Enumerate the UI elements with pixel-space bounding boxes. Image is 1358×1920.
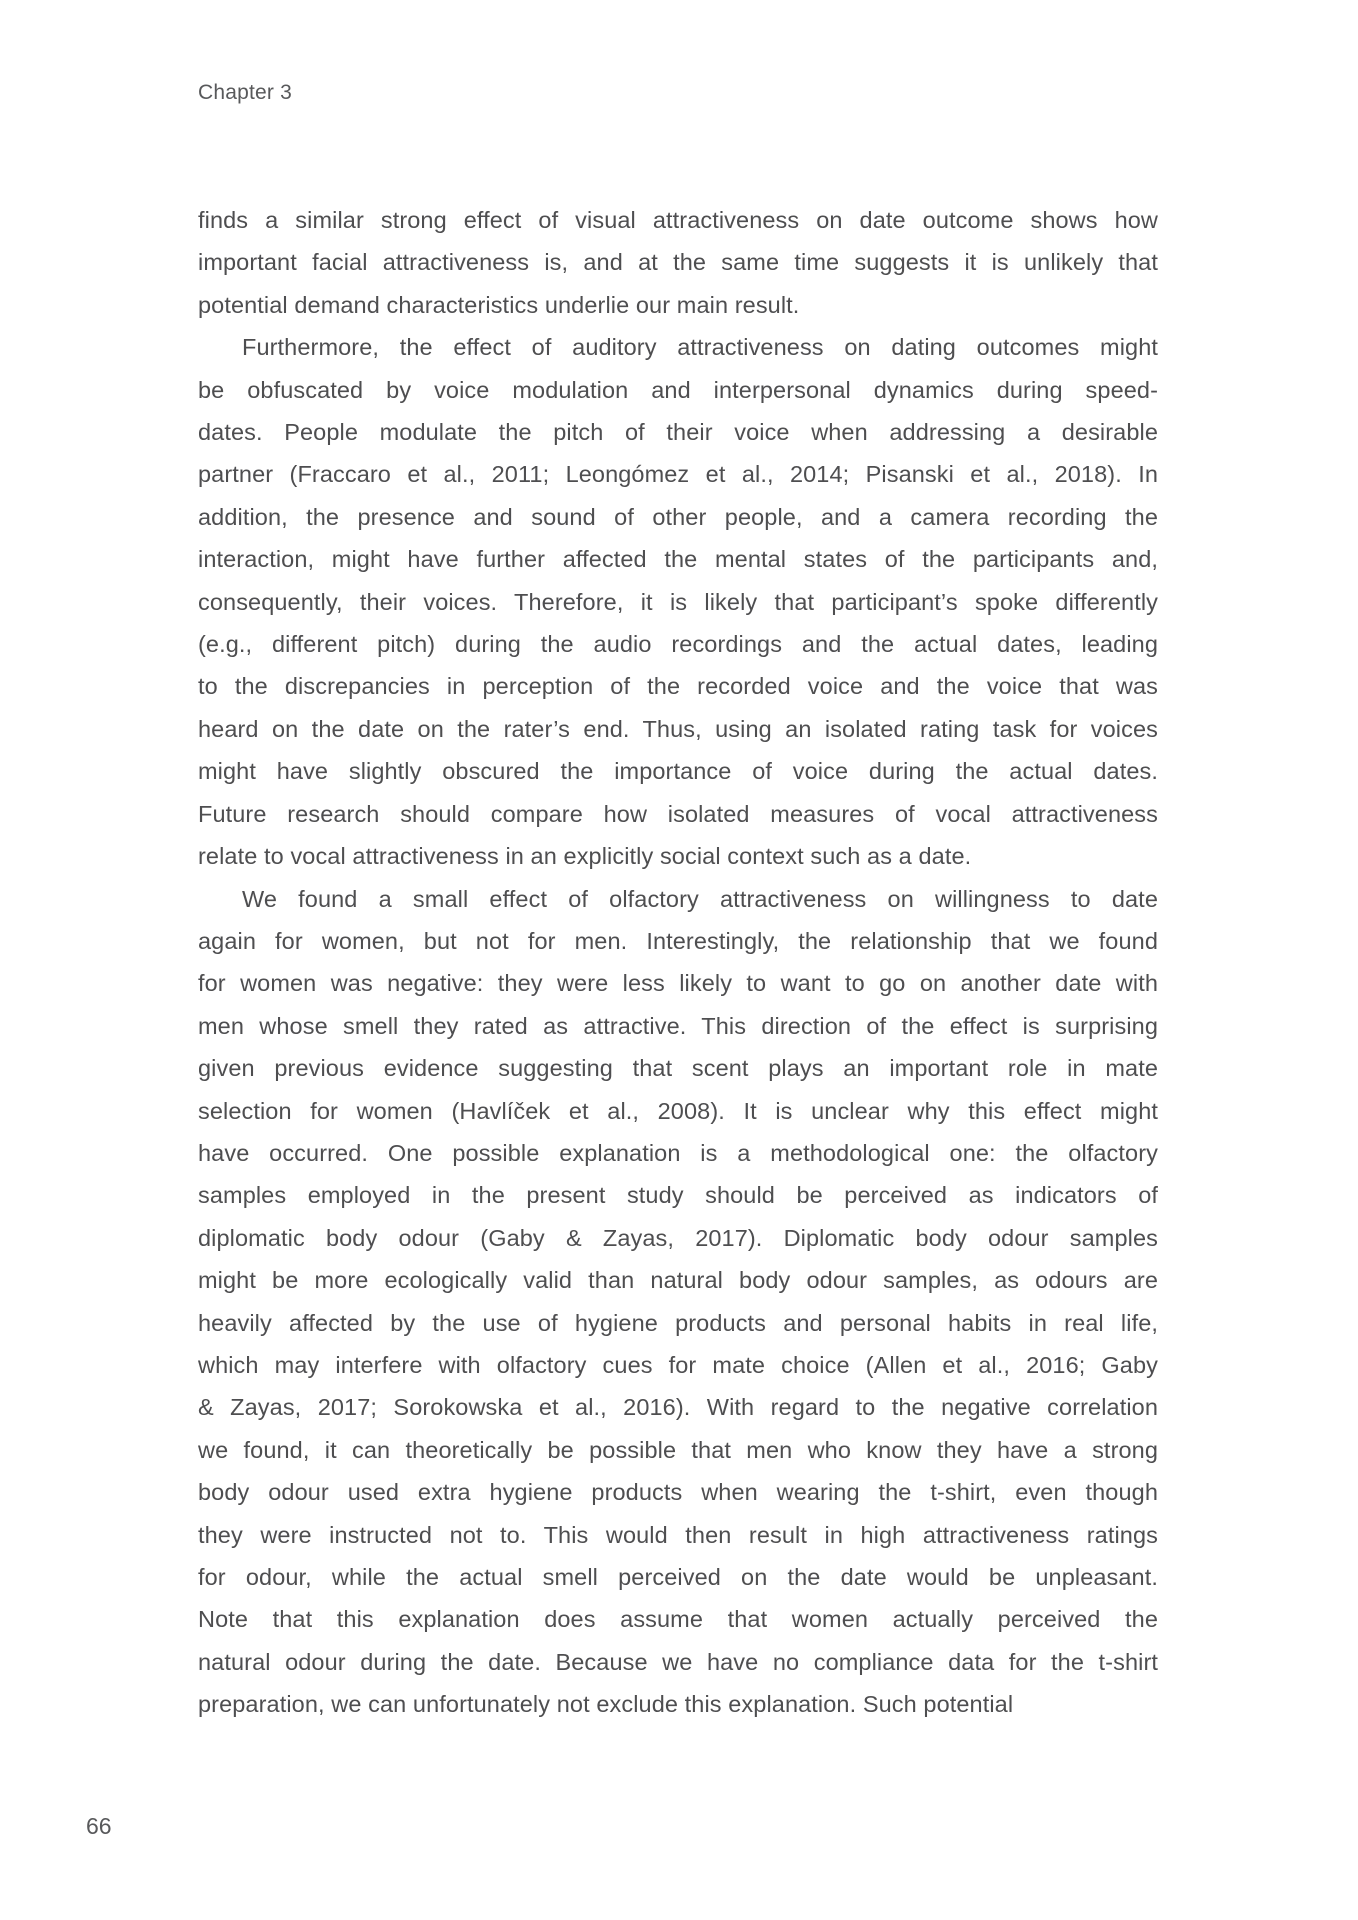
text-line: selection for women (Havlíček et al., 2008). It is unclear why this effect might bbox=[198, 1097, 1158, 1124]
text-line: Future research should compare how isolated measures of vocal attractiveness bbox=[198, 800, 1158, 827]
text-line: might have slightly obscured the importance of voice during the actual dates. bbox=[198, 758, 1158, 785]
text-line: natural odour during the date. Because we have no compliance data for the t-shirt bbox=[198, 1648, 1158, 1675]
text-line: diplomatic body odour (Gaby & Zayas, 2017). Diplomatic body odour samples bbox=[198, 1224, 1158, 1251]
text-line: addition, the presence and sound of other people, and a camera recording the bbox=[198, 503, 1158, 530]
text-line: consequently, their voices. Therefore, it is likely that participant’s spoke differently bbox=[198, 588, 1158, 615]
text-line: for women was negative: they were less likely to want to go on another date with bbox=[198, 970, 1158, 997]
text-line: body odour used extra hygiene products when wearing the t-shirt, even though bbox=[198, 1479, 1158, 1506]
text-line: they were instructed not to. This would then result in high attractiveness ratings bbox=[198, 1521, 1158, 1548]
text-line: have occurred. One possible explanation is a methodological one: the olfactory bbox=[198, 1139, 1158, 1166]
text-line: finds a similar strong effect of visual attractiveness on date outcome shows how bbox=[198, 207, 1158, 233]
text-line: samples employed in the present study should be perceived as indicators of bbox=[198, 1182, 1158, 1209]
text-line: partner (Fraccaro et al., 2011; Leongómez et al., 2014; Pisanski et al., 2018). In bbox=[198, 461, 1158, 488]
paragraph bbox=[198, 326, 1158, 877]
text-line: dates. People modulate the pitch of their voice when addressing a desirable bbox=[198, 419, 1158, 446]
text-line: interaction, might have further affected the mental states of the participants and, bbox=[198, 546, 1158, 573]
text-line: given previous evidence suggesting that scent plays an important role in mate bbox=[198, 1055, 1158, 1082]
paragraph bbox=[198, 878, 1158, 1726]
text-line: might be more ecologically valid than natural body odour samples, as odours are bbox=[198, 1267, 1158, 1294]
text-line: for odour, while the actual smell perceived on the date would be unpleasant. bbox=[198, 1564, 1158, 1590]
text-line: potential demand characteristics underlie our main result. bbox=[198, 291, 800, 318]
text-line: again for women, but not for men. Interestingly, the relationship that we found bbox=[198, 927, 1158, 954]
text-line: men whose smell they rated as attractive. This direction of the effect is surprising bbox=[198, 1012, 1158, 1039]
text-line: heavily affected by the use of hygiene products and personal habits in real life, bbox=[198, 1309, 1158, 1336]
page-number: 66 bbox=[86, 1813, 112, 1839]
text-line: be obfuscated by voice modulation and interpersonal dynamics during speed- bbox=[198, 376, 1158, 403]
text-line: We found a small effect of olfactory attractiveness on willingness to date bbox=[242, 885, 1158, 912]
text-line: important facial attractiveness is, and at the same time suggests it is unlikely that bbox=[198, 249, 1158, 276]
text-line: relate to vocal attractiveness in an explicitly social context such as a date. bbox=[198, 843, 972, 870]
text-line: (e.g., different pitch) during the audio recordings and the actual dates, leading bbox=[198, 631, 1158, 658]
text-line: Note that this explanation does assume that women actually perceived the bbox=[198, 1606, 1158, 1633]
text-line: heard on the date on the rater’s end. Thus, using an isolated rating task for voices bbox=[198, 715, 1158, 742]
paragraph bbox=[198, 199, 1158, 326]
text-line: to the discrepancies in perception of the recorded voice and the voice that was bbox=[198, 673, 1158, 700]
text-line: which may interfere with olfactory cues for mate choice (Allen et al., 2016; Gaby bbox=[198, 1351, 1158, 1378]
text-line: preparation, we can unfortunately not exclude this explanation. Such potential bbox=[198, 1691, 1014, 1718]
body-text bbox=[198, 199, 1158, 1726]
text-line: & Zayas, 2017; Sorokowska et al., 2016). With regard to the negative correlation bbox=[198, 1394, 1158, 1421]
text-line: Furthermore, the effect of auditory attractiveness on dating outcomes might bbox=[242, 334, 1158, 361]
text-line: we found, it can theoretically be possible that men who know they have a strong bbox=[198, 1436, 1158, 1463]
chapter-running-header: Chapter 3 bbox=[198, 81, 293, 104]
